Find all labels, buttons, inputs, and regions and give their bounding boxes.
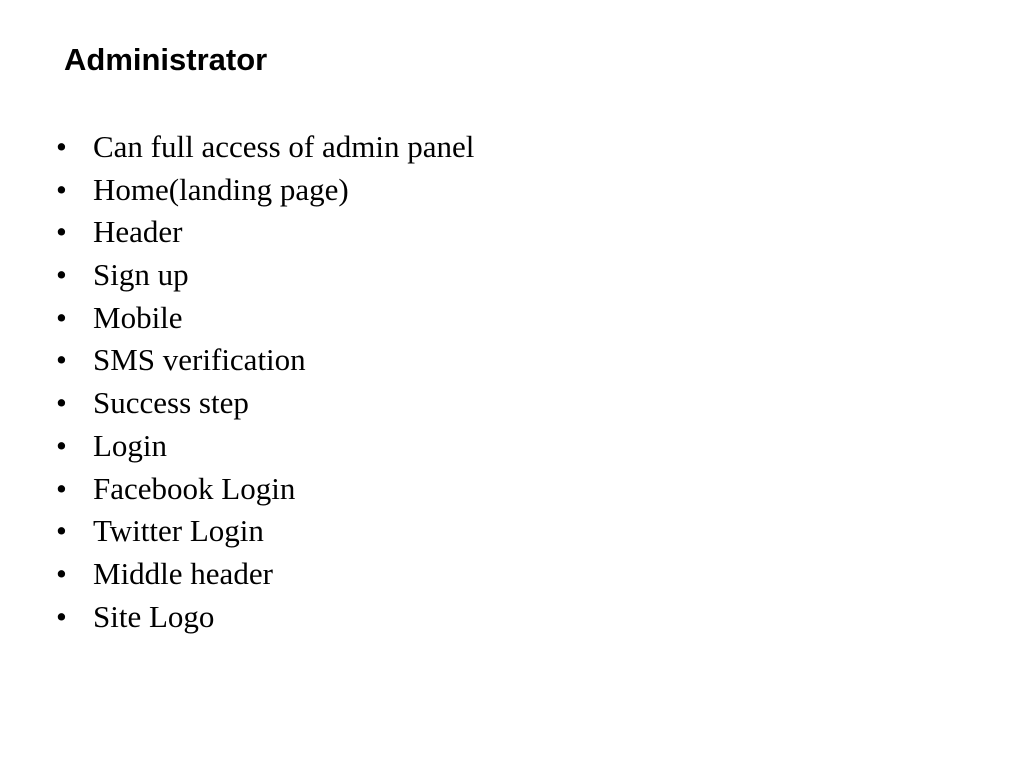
list-item-text: Home(landing page)	[93, 171, 349, 207]
list-item-text: Facebook Login	[93, 470, 296, 506]
list-item	[56, 126, 474, 169]
list-item	[56, 169, 474, 212]
bullet-icon: •	[56, 513, 67, 549]
list-item-text: Login	[93, 427, 168, 463]
list-item	[56, 553, 474, 596]
list-item	[56, 339, 474, 382]
list-item-text: Sign up	[93, 257, 189, 293]
bullet-icon: •	[56, 385, 67, 421]
bullet-icon: •	[56, 470, 67, 506]
list-item-text: Twitter Login	[93, 513, 264, 549]
bullet-icon: •	[56, 555, 67, 591]
list-item	[56, 468, 474, 511]
list-item	[56, 382, 474, 425]
list-item	[56, 297, 474, 340]
slide-title: Administrator	[64, 42, 268, 77]
bullet-icon: •	[56, 171, 67, 207]
list-item-text: SMS verification	[93, 342, 306, 378]
bullet-icon: •	[56, 598, 67, 634]
bullet-icon: •	[56, 257, 67, 293]
bullet-icon: •	[56, 129, 67, 164]
list-item	[56, 596, 474, 639]
list-item-text: Site Logo	[93, 598, 215, 634]
bullet-icon: •	[56, 427, 67, 463]
bullet-icon: •	[56, 299, 67, 335]
list-item-text: Middle header	[93, 555, 273, 591]
list-item	[56, 510, 474, 553]
list-item	[56, 425, 474, 468]
list-item	[56, 211, 474, 254]
list-item-text: Mobile	[93, 299, 183, 335]
bullet-icon: •	[56, 342, 67, 378]
bullet-icon: •	[56, 214, 67, 250]
list-item-text: Can full access of admin panel	[93, 129, 475, 164]
list-item-text: Header	[93, 214, 183, 250]
list-item-text: Success step	[93, 385, 249, 421]
list-item	[56, 254, 474, 297]
bullet-list	[56, 126, 474, 638]
